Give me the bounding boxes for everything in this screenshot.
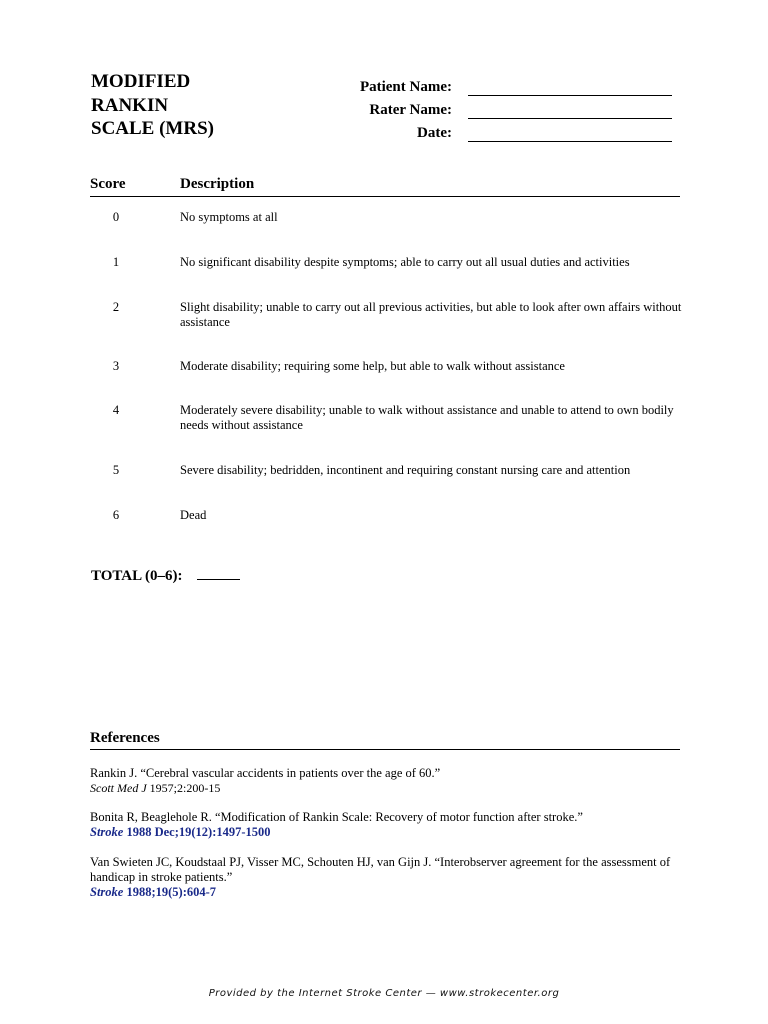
score-description: Moderately severe disability; unable to walk without assistance and unable to attend to own bodily needs without assistance — [180, 403, 674, 432]
reference-citation — [90, 781, 680, 796]
page-footer: Provided by the Internet Stroke Center — www.strokecenter.org — [208, 988, 560, 999]
references-heading: References — [90, 730, 680, 750]
total-score — [91, 567, 240, 585]
score-value: 4 — [112, 403, 120, 417]
reference-link[interactable] — [90, 885, 680, 900]
reference-journal: Scott Med J — [90, 781, 147, 795]
reference-item — [90, 766, 680, 796]
reference-volume: 1988 Dec;19(12):1497-1500 — [123, 825, 271, 839]
reference-item — [90, 855, 680, 900]
rater-name-row — [330, 96, 675, 119]
date-label: Date: — [417, 125, 452, 141]
table-header — [90, 176, 680, 197]
total-label: TOTAL (0–6): — [91, 568, 183, 584]
patient-info-fields — [330, 73, 675, 142]
reference-volume: 1957;2:200-15 — [146, 781, 221, 795]
title-line: SCALE (MRS) — [91, 118, 214, 139]
reference-journal: Stroke — [90, 885, 124, 899]
rater-name-field[interactable] — [468, 104, 672, 119]
score-value: 2 — [112, 300, 120, 314]
score-description: Severe disability; bedridden, incontinent and requiring constant nursing care and attention — [180, 463, 631, 477]
score-value: 5 — [112, 463, 120, 477]
reference-text: Bonita R, Beaglehole R. “Modification of Rankin Scale: Recovery of motor function after stroke.” — [90, 810, 583, 824]
title-line: RANKIN — [91, 94, 169, 116]
reference-item — [90, 810, 680, 840]
reference-link[interactable] — [90, 825, 680, 840]
rater-name-label: Rater Name: — [369, 102, 452, 118]
reference-text: Rankin J. “Cerebral vascular accidents in patients over the age of 60.” — [90, 766, 441, 780]
reference-volume: 1988;19(5):604-7 — [123, 885, 217, 899]
date-row — [330, 119, 675, 142]
title-line: MODIFIED — [91, 71, 191, 92]
total-field[interactable] — [197, 567, 240, 580]
score-value: 0 — [112, 210, 120, 224]
column-header-description: Description — [180, 176, 255, 192]
reference-journal: Stroke — [90, 825, 124, 839]
patient-name-field[interactable] — [468, 81, 672, 96]
score-value: 6 — [112, 508, 120, 522]
score-description: No significant disability despite symptoms; able to carry out all usual duties and activities — [180, 255, 630, 269]
score-description: Slight disability; unable to carry out all previous activities, but able to look after own affairs without assistance — [180, 300, 682, 329]
reference-text: Van Swieten JC, Koudstaal PJ, Visser MC, Schouten HJ, van Gijn J. “Interobserver agreement for the assessment of handicap in stroke patients.” — [90, 855, 671, 884]
score-description: No symptoms at all — [180, 210, 278, 224]
score-description: Dead — [180, 508, 207, 522]
score-value: 1 — [112, 255, 120, 269]
score-value: 3 — [112, 359, 120, 373]
date-field[interactable] — [468, 127, 672, 142]
patient-name-label: Patient Name: — [359, 79, 452, 95]
score-description: Moderate disability; requiring some help, but able to walk without assistance — [180, 359, 565, 373]
page-title — [91, 70, 214, 141]
column-header-score: Score — [90, 176, 126, 192]
patient-name-row — [330, 73, 675, 96]
